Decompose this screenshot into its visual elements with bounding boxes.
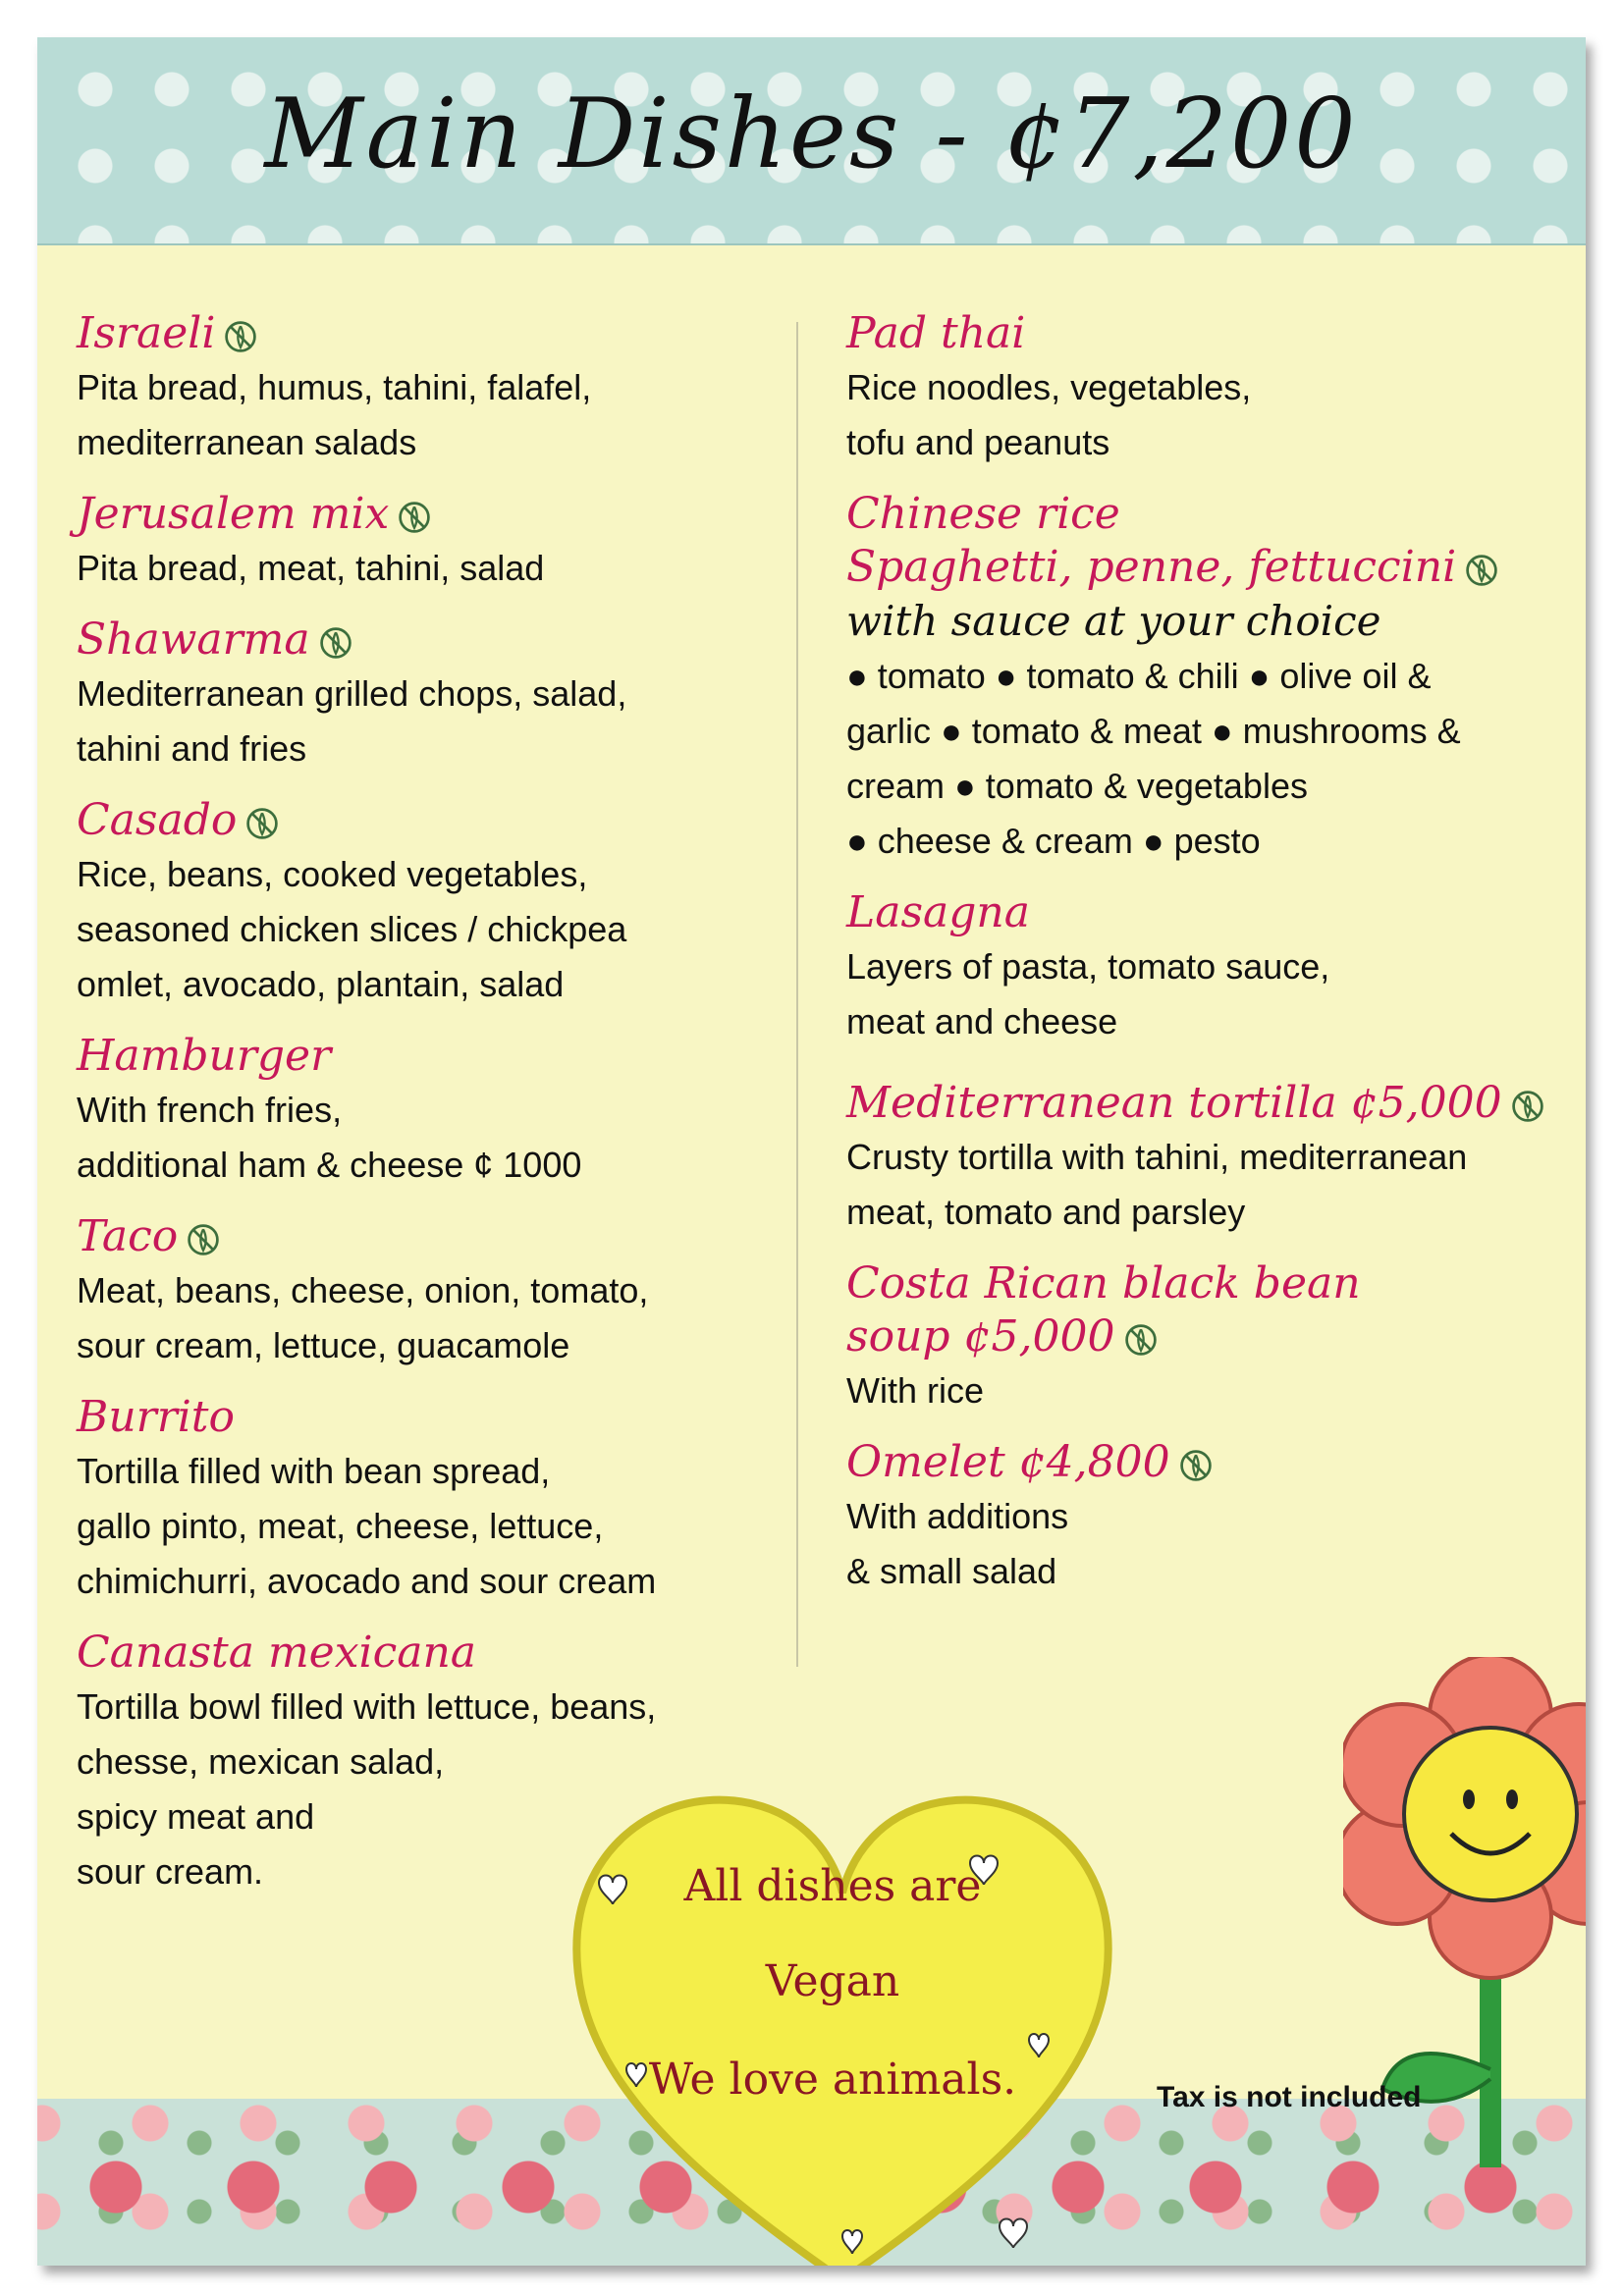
dish-name-line: Costa Rican black bean	[846, 1258, 1361, 1308]
description-line: Pita bread, meat, tahini, salad	[77, 548, 545, 588]
description-line: cream ● tomato & vegetables	[846, 766, 1308, 806]
menu-item-omelet	[846, 1436, 1573, 1599]
gluten-free-icon	[1178, 1448, 1214, 1483]
gluten-free-icon	[1464, 553, 1499, 588]
dish-name-text: Omelet ¢4,800	[846, 1437, 1170, 1487]
dish-description	[77, 1444, 803, 1609]
description-line: Layers of pasta, tomato sauce,	[846, 946, 1330, 987]
dish-description	[846, 360, 1573, 470]
menu-card	[37, 37, 1586, 2266]
menu-item	[77, 488, 803, 596]
description-line: With additions	[846, 1496, 1069, 1536]
heart-text-line3: We love animals.	[648, 2055, 1017, 2105]
dish-description	[77, 360, 803, 470]
description-line: sour cream.	[77, 1851, 264, 1892]
gluten-free-icon	[223, 319, 258, 354]
dish-description	[846, 1363, 1573, 1418]
menu-item	[77, 1391, 803, 1609]
gluten-free-icon	[244, 806, 280, 841]
dish-name-text: Jerusalem mix	[77, 489, 390, 539]
menu-item	[77, 794, 803, 1012]
dish-name-text: Mediterranean tortilla ¢5,000	[846, 1078, 1502, 1128]
description-line: Rice, beans, cooked vegetables,	[77, 854, 588, 894]
dish-description	[77, 541, 803, 596]
right-column	[846, 307, 1573, 1617]
gluten-free-icon	[318, 625, 353, 661]
menu-item-pad-thai	[846, 307, 1573, 470]
menu-item-black-bean-soup	[846, 1257, 1573, 1418]
menu-item-mediterranean-tortilla	[846, 1077, 1573, 1240]
heart-text-line2: Vegan	[765, 1956, 900, 2006]
dish-name-text: Taco	[77, 1211, 179, 1261]
description-line: meat, tomato and parsley	[846, 1192, 1246, 1232]
description-line: omlet, avocado, plantain, salad	[77, 964, 565, 1004]
heart-text-line1: All dishes are	[683, 1861, 982, 1911]
dish-name	[846, 1257, 1573, 1363]
gluten-free-icon	[1510, 1089, 1545, 1124]
dish-name-text: Spaghetti, penne, fettuccini	[846, 542, 1457, 592]
dish-name-text: Burrito	[77, 1392, 235, 1442]
tax-note: Tax is not included	[1157, 2081, 1422, 2113]
description-line: tofu and peanuts	[846, 422, 1110, 462]
dish-name-text: Casado	[77, 795, 238, 845]
dish-name	[77, 488, 803, 541]
description-line: mediterranean salads	[77, 422, 417, 462]
dish-name-text: Shawarma	[77, 614, 310, 665]
dish-name	[846, 1436, 1573, 1489]
description-line: Crusty tortilla with tahini, mediterranean	[846, 1137, 1468, 1177]
dish-description	[846, 1130, 1573, 1240]
dish-name-text: Israeli	[77, 308, 216, 358]
dish-description	[846, 1489, 1573, 1599]
description-line: chesse, mexican salad,	[77, 1741, 445, 1782]
dish-description	[77, 1263, 803, 1373]
description-line: With french fries,	[77, 1090, 343, 1130]
dish-name: Pad thai	[846, 308, 1026, 358]
sauce-subtitle: with sauce at your choice	[846, 597, 1381, 645]
gluten-free-icon	[186, 1222, 221, 1257]
menu-item-spaghetti	[846, 541, 1573, 869]
menu-item	[77, 614, 803, 776]
dish-name	[77, 1391, 803, 1444]
left-column	[77, 307, 803, 1917]
dish-name-text: Canasta mexicana	[77, 1628, 477, 1678]
dish-name	[77, 794, 803, 847]
dish-name	[77, 1030, 803, 1083]
dish-description	[846, 939, 1573, 1049]
description-line: meat and cheese	[846, 1001, 1118, 1041]
description-line: tahini and fries	[77, 728, 307, 769]
description-line: & small salad	[846, 1551, 1057, 1591]
dish-description	[77, 847, 803, 1012]
dish-name	[846, 1077, 1573, 1130]
dish-name	[77, 1210, 803, 1263]
menu-item-lasagna	[846, 886, 1573, 1049]
dish-name	[77, 614, 803, 667]
description-line: sour cream, lettuce, guacamole	[77, 1325, 570, 1365]
menu-title: Main Dishes - ¢7,200	[264, 79, 1359, 190]
description-line: Meat, beans, cheese, onion, tomato,	[77, 1270, 649, 1310]
dish-name	[77, 307, 803, 360]
description-line: garlic ● tomato & meat ● mushrooms &	[846, 711, 1461, 751]
description-line: Tortilla bowl filled with lettuce, beans,	[77, 1686, 657, 1727]
description-line: ● tomato ● tomato & chili ● olive oil &	[846, 656, 1432, 696]
description-line: spicy meat and	[77, 1796, 315, 1837]
description-line: With rice	[846, 1370, 985, 1411]
dish-description	[846, 649, 1573, 869]
gluten-free-icon	[1123, 1322, 1159, 1358]
dish-name: Lasagna	[846, 887, 1030, 937]
gluten-free-icon	[397, 500, 432, 535]
dish-name	[846, 541, 1573, 594]
menu-item	[77, 307, 803, 470]
dish-description	[77, 667, 803, 776]
menu-item-chinese-rice	[846, 488, 1573, 541]
description-line: additional ham & cheese ¢ 1000	[77, 1145, 582, 1185]
description-line: Rice noodles, vegetables,	[846, 367, 1252, 407]
description-line: Tortilla filled with bean spread,	[77, 1451, 551, 1491]
menu-item	[77, 1030, 803, 1193]
dish-name-text: Hamburger	[77, 1031, 332, 1081]
dish-name: Chinese rice	[846, 489, 1120, 539]
description-line: gallo pinto, meat, cheese, lettuce,	[77, 1506, 604, 1546]
dish-name	[77, 1627, 803, 1680]
description-line: ● cheese & cream ● pesto	[846, 821, 1261, 861]
menu-item	[77, 1210, 803, 1373]
description-line: seasoned chicken slices / chickpea	[77, 909, 627, 949]
dish-description	[77, 1083, 803, 1193]
description-line: chimichurri, avocado and sour cream	[77, 1561, 657, 1601]
description-line: Pita bread, humus, tahini, falafel,	[77, 367, 592, 407]
description-line: Mediterranean grilled chops, salad,	[77, 673, 627, 714]
dish-name-line: soup ¢5,000	[846, 1311, 1115, 1362]
